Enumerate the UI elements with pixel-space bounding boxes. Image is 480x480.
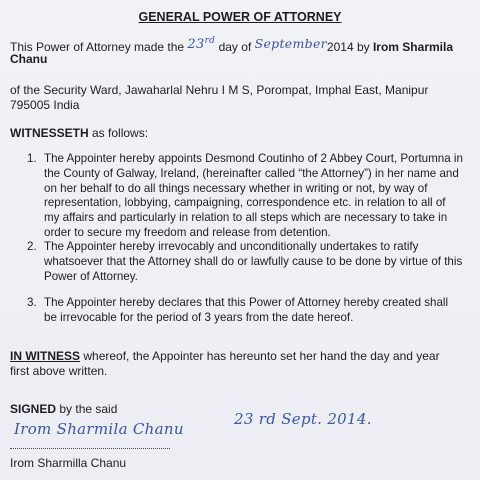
witnesseth-bold: WITNESSETH [10,126,89,140]
clause-2 [27,240,467,286]
witnesseth-heading [10,126,148,141]
clause-number: 2. [27,240,37,253]
handwritten-day-suffix: rd [204,36,216,46]
in-witness-line-2: first above written. [10,364,108,378]
opening-text: This Power of Attorney made the [10,40,188,54]
opening-line-1 [10,37,453,55]
document-title: GENERAL POWER OF ATTORNEY [138,10,342,24]
clause-text: The Appointer hereby appoints Desmond Coutinho of 2 Abbey Court, Portumna in the County of Galway, Ireland, (hereinafter called “the Attorney”) in her name and on her behalf to do all things necessary whether in writing or not, by way of representation, lobbying, campaigning, correspondence etc. in relation to all of my affairs and particularly in relation to all steps which are necessary to take in order to secure my freedom and release from detention. [44,152,463,239]
clause-number: 3. [27,296,37,309]
clause-1 [27,152,467,239]
signatory-name: Irom Sharmilla Chanu [10,456,127,470]
clause-text: The Appointer hereby irrevocably and unconditionally undertakes to ratify whatsoever that the Attorney shall do or lawfully cause to be done by virtue of this Power of Attorney. [44,240,463,283]
clause-number: 1. [27,152,37,165]
opening-year: 2014 by [326,40,373,54]
opening-day-of: day of [215,40,255,54]
handwritten-signature: Irom Sharmila Chanu [14,420,184,438]
handwritten-month: September [254,36,327,51]
signed-bold: SIGNED [10,402,57,416]
signature-dotted-line [10,448,170,449]
appointer-name-2: Chanu [10,52,48,66]
address-line-1: of the Security Ward, Jawaharlal Nehru I M S, Porompat, Imphal East, Manipur [10,83,429,97]
in-witness-bold: IN WITNESS [10,349,81,363]
handwritten-day: 23 [187,37,205,52]
witnesseth-rest: as follows: [88,126,149,140]
signed-rest: by the said [56,402,118,416]
clause-3 [27,296,467,328]
signed-line [10,402,117,417]
in-witness-rest: whereof, the Appointer has hereunto set her hand the day and year [80,349,440,363]
in-witness-line-1 [10,349,440,364]
clause-text: The Appointer hereby declares that this Power of Attorney hereby created shall be irrevocable for the period of 3 years from the date hereof. [44,296,449,324]
appointer-name-1: Irom Sharmila [372,40,453,54]
address-line-2: 795005 India [10,98,80,112]
handwritten-signature-date: 23 rd Sept. 2014. [234,410,372,428]
